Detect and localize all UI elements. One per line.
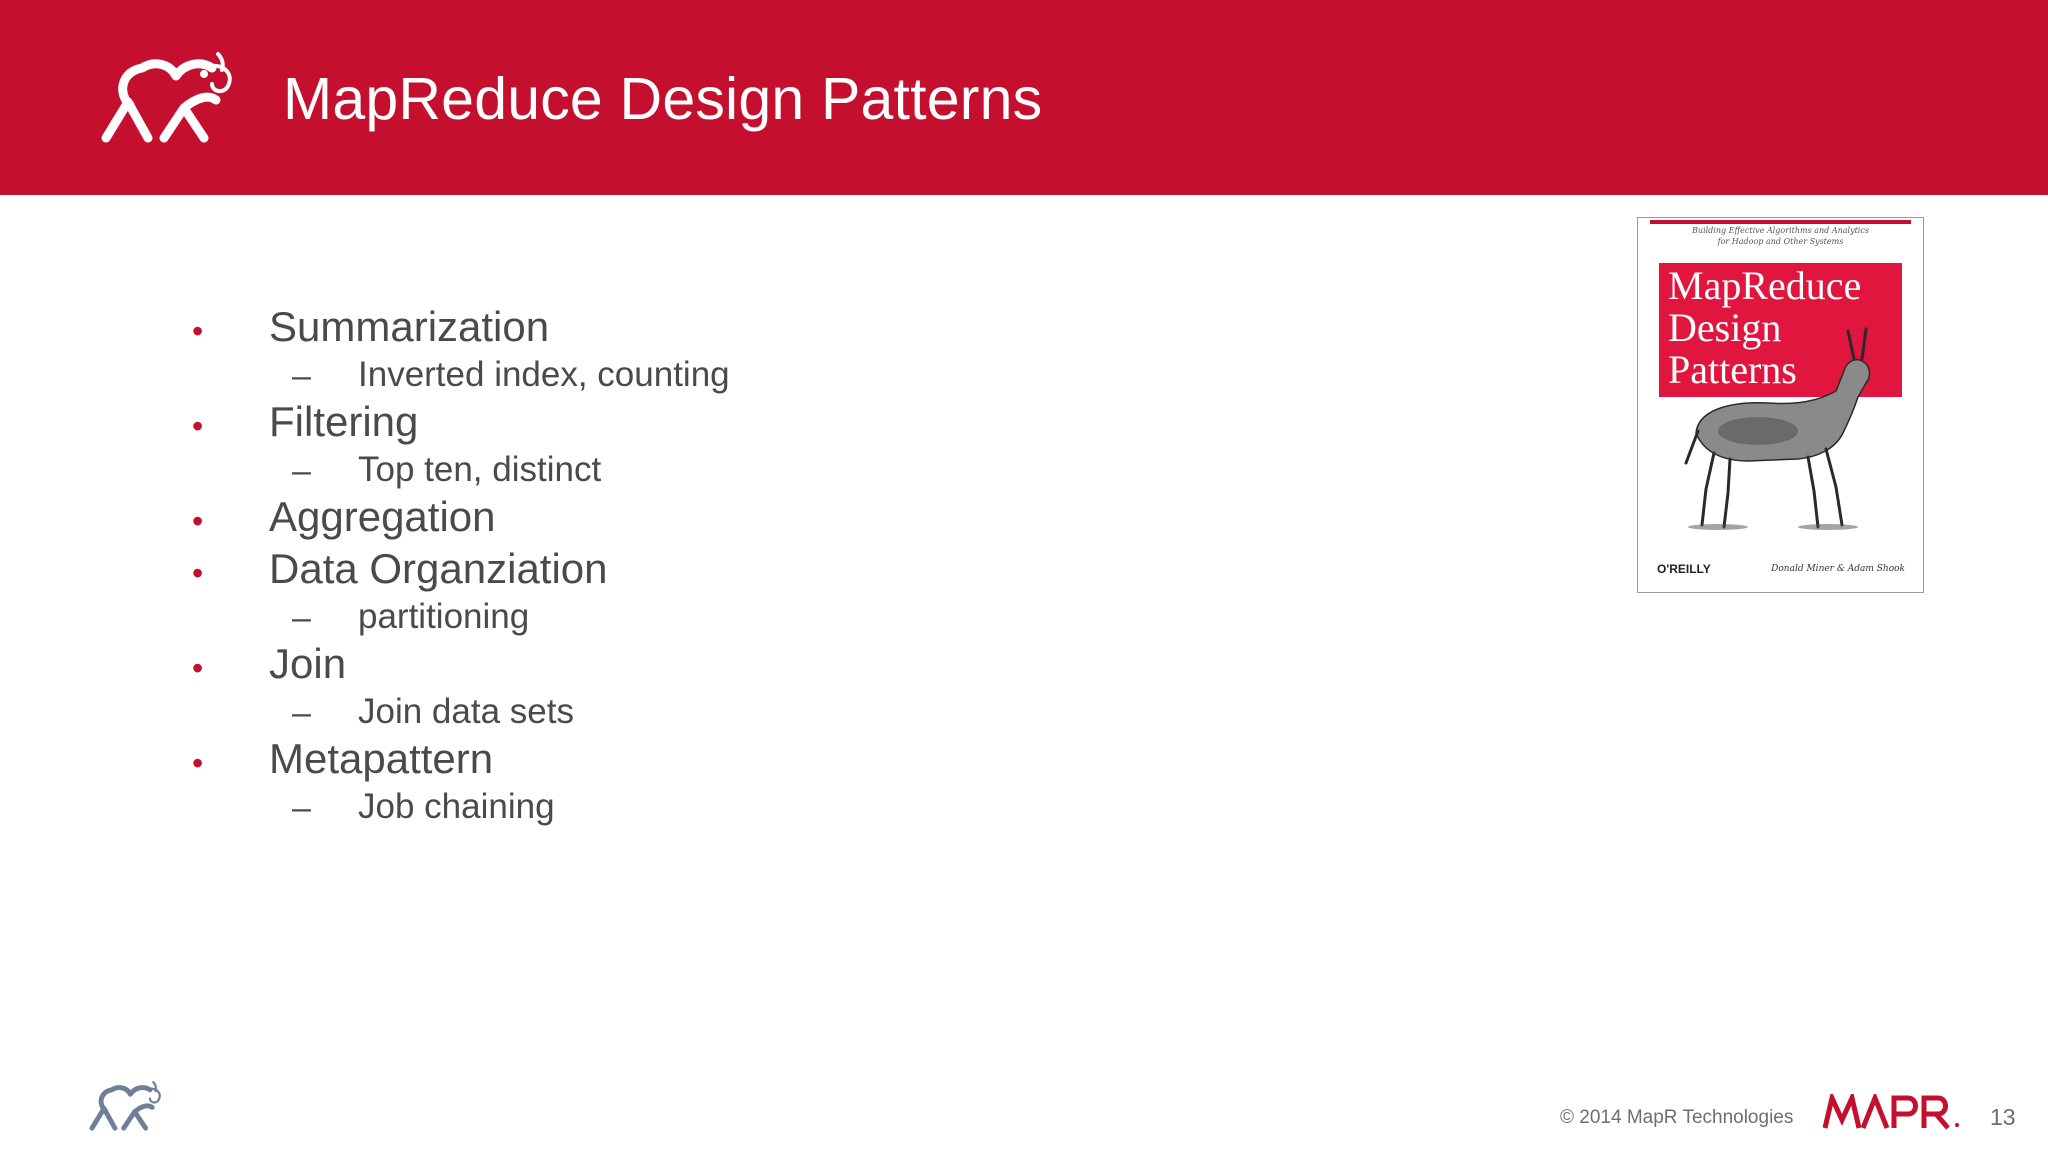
bullet-text: Data Organziation — [269, 545, 608, 592]
book-cover-image — [1637, 217, 1924, 593]
book-tagline — [1638, 225, 1923, 247]
book-authors: Donald Miner & Adam Shook — [1771, 564, 1905, 574]
book-publisher: O'REILLY — [1657, 562, 1711, 576]
mapr-logo-icon — [1822, 1094, 1962, 1130]
sub-bullet-marker: – — [292, 357, 311, 395]
page-number: 13 — [1990, 1104, 2016, 1130]
book-top-bar — [1650, 220, 1911, 224]
sub-bullet-marker: – — [292, 599, 311, 637]
sub-bullet-marker: – — [292, 694, 311, 732]
slide-title: MapReduce Design Patterns — [283, 66, 1043, 132]
sub-bullet-marker: – — [292, 452, 311, 490]
header-bar — [0, 0, 2048, 195]
sub-bullet-text: Inverted index, counting — [358, 355, 730, 394]
sub-bullet-text: partitioning — [358, 597, 530, 636]
bullet-text: Summarization — [269, 303, 550, 350]
antelope-illustration-icon — [1658, 313, 1898, 543]
elephant-logo-icon — [88, 1080, 166, 1132]
bullet-marker: • — [192, 408, 204, 444]
book-title-line: Patterns — [1668, 347, 1797, 392]
bullet-marker: • — [192, 503, 204, 539]
bullet-marker: • — [192, 650, 204, 686]
bullet-text: Join — [269, 640, 347, 687]
book-title-line: MapReduce — [1668, 263, 1862, 308]
elephant-logo-icon — [100, 50, 240, 145]
copyright-text: © 2014 MapR Technologies — [1560, 1107, 1794, 1128]
bullet-marker: • — [192, 555, 204, 591]
bullet-marker: • — [192, 313, 204, 349]
sub-bullet-text: Job chaining — [358, 787, 555, 826]
sub-bullet-text: Top ten, distinct — [358, 450, 602, 489]
bullet-text: Metapattern — [269, 735, 494, 782]
sub-bullet-text: Join data sets — [358, 692, 574, 731]
book-tagline-line: Building Effective Algorithms and Analytics — [1692, 226, 1869, 235]
book-tagline-line: for Hadoop and Other Systems — [1717, 237, 1844, 246]
sub-bullet-marker: – — [292, 789, 311, 827]
bullet-marker: • — [192, 745, 204, 781]
bullet-text: Filtering — [269, 398, 419, 445]
book-title-line: Design — [1668, 305, 1782, 350]
bullet-text: Aggregation — [269, 493, 496, 540]
